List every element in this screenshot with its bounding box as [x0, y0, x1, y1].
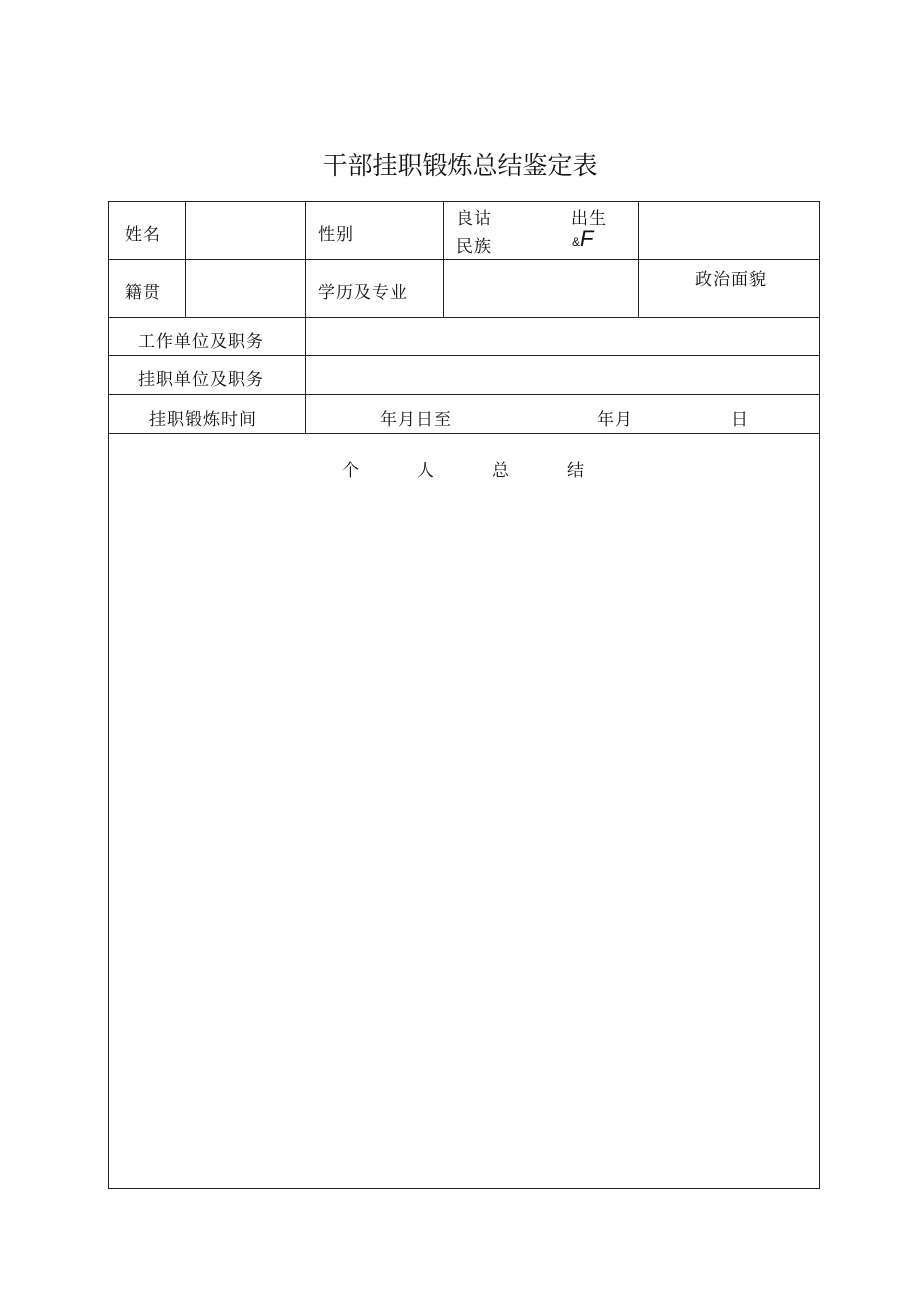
appraisal-form-table	[108, 201, 820, 1189]
period-start-text: 年月日至	[380, 410, 452, 430]
education-label: 学历及专业	[318, 283, 408, 303]
row-divider	[109, 394, 819, 395]
page-title: 干部挂职锻炼总结鉴定表	[322, 151, 598, 180]
gender-label: 性别	[318, 225, 354, 245]
name-label: 姓名	[125, 225, 161, 245]
period-end-year-month: 年月	[597, 410, 633, 430]
post-unit-label: 挂职单位及职务	[138, 370, 264, 390]
nation-label-line2: 民族	[456, 237, 492, 257]
birth-label: 出生	[571, 209, 607, 229]
birth-mark-small: &	[572, 235, 581, 249]
birth-field[interactable]	[639, 202, 819, 259]
period-end-day: 日	[731, 410, 749, 430]
education-field[interactable]	[444, 260, 638, 317]
post-unit-field[interactable]	[306, 356, 819, 394]
birth-mark	[572, 226, 593, 252]
native-place-label: 籍贯	[125, 283, 161, 303]
work-unit-field[interactable]	[306, 318, 819, 355]
row-divider	[109, 433, 819, 434]
birth-mark-big: F	[580, 226, 594, 251]
name-field[interactable]	[186, 202, 305, 259]
native-place-field[interactable]	[186, 260, 305, 317]
period-label: 挂职锻炼时间	[149, 410, 257, 430]
summary-field[interactable]	[109, 486, 819, 1186]
political-status-label: 政治面貌	[695, 270, 767, 290]
work-unit-label: 工作单位及职务	[138, 332, 264, 352]
nation-label-line1: 良诂	[456, 209, 492, 229]
summary-heading: 个人总结	[342, 461, 642, 481]
